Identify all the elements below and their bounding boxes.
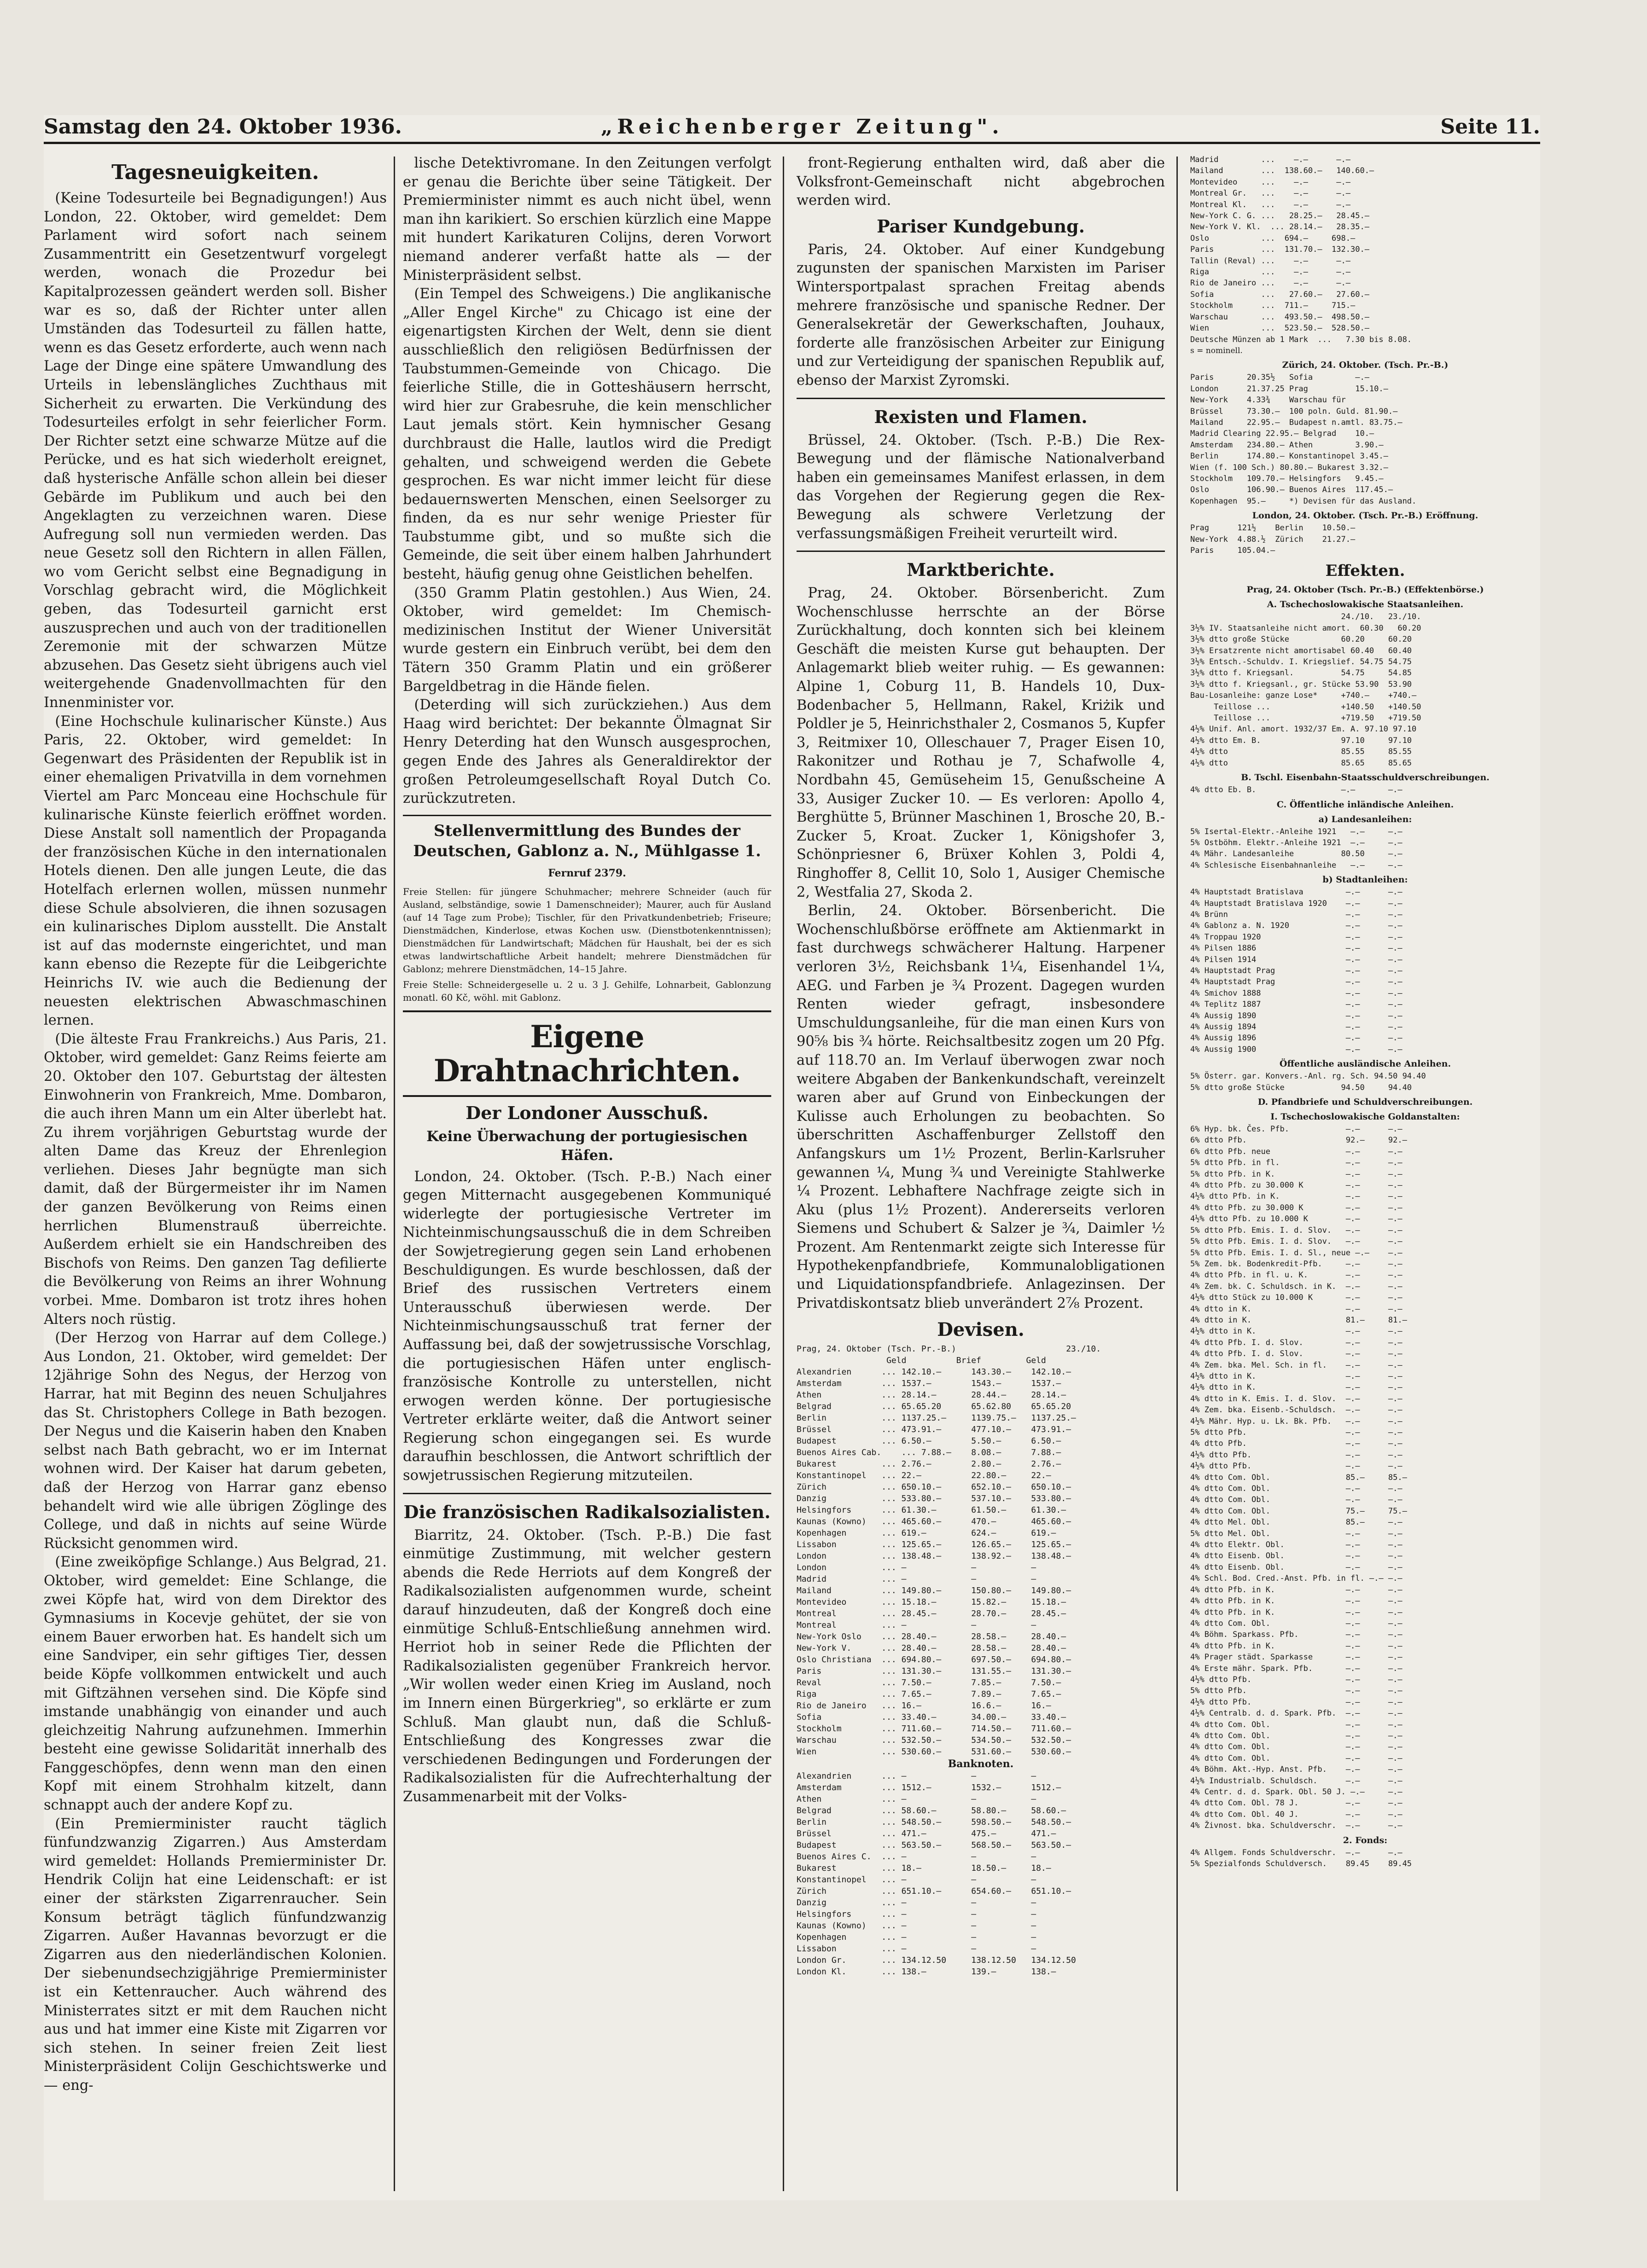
table-row: Amsterdam ... 1537.— 1543.— 1537.— [797, 1379, 1061, 1389]
table-row: 5% Zem. bk. Bodenkredit-Pfb. —.— —.— [1190, 1259, 1403, 1269]
table-row: 4½% dtto Pfb. —.— —.— [1190, 1462, 1403, 1471]
table-row: 4% Schlesische Eisenbahnanleihe —.— —.— [1190, 860, 1403, 870]
table-row: Paris 20.35½ Sofia —.— [1190, 373, 1369, 383]
table-row: London ... 138.48.— 138.92.— 138.48.— [797, 1551, 1071, 1561]
table-row: 4% Böhm. Sparkass. Pfb. —.— —.— [1190, 1630, 1403, 1640]
table-section-title: Banknoten. [948, 1758, 1014, 1770]
table-row: 5% dtto Mel. Obl. —.— —.— [1190, 1529, 1403, 1538]
table-row: 4% Zem. bk. C. Schuldsch. in K. —.— —.— [1190, 1282, 1403, 1291]
table-row: 4% Zem. bka. Mel. Sch. in fl. —.— —.— [1190, 1360, 1403, 1370]
column-rule [1176, 157, 1178, 2191]
table-row: Stockholm ... 711.— 715.— [1190, 301, 1356, 311]
article-paragraph: London, 24. Oktober. (Tsch. P.-B.) Nach einer gegen Mitternacht ausgegebenen Kommuniqué widerlegte der portugiesische Vertreter im Nichteinmischungsausschuß die in dem Schreiben der Sowjetregierung gegen sein Land erhobenen Beschuldigungen. Es wurde beschlossen, daß der Brief des russischen Vertreters einem Unterausschuß überwiesen werde. Der Nichteinmischungsausschuß trat ferner der Auffassung bei, daß der sowjetrussische Vorschlag, die portugiesischen Häfen unter englisch-französische Kontrolle zu unterstellen, nicht erwogen werden könne. Der portugiesische Vertreter erklärte weiter, daß die Antwort seiner Regierung schon eingegangen sei. Es wurde daraufhin beschlossen, die Antwort schriftlich der sowjetrussischen Regierung mitzuteilen. [403, 1168, 771, 1484]
table-row: Lissabon ... 125.65.— 126.65.— 125.65.— [797, 1540, 1071, 1550]
table-row: 4% dtto Com. Obl. —.— —.— [1190, 1742, 1403, 1752]
table-row: 4½% dtto Pfb. —.— —.— [1190, 1675, 1403, 1684]
article-paragraph: Paris, 24. Oktober. Auf einer Kundgebung zugunsten der spanischen Marxisten im Pariser Wintersportpalast sprachen Freitag abends mehrere französische und spanische Redner. Der Generalsekretär der Gewerkschaften, Jouhaux, forderte alle französischen Arbeiter zur Einigung und zur Verteidigung der spanischen Republik auf, ebenso der Marxist Zyromski. [797, 241, 1165, 389]
table-subtitle: Prag, 24. Oktober (Tsch. Pr.-B.) (Effektenbörse.) [1246, 585, 1484, 595]
table-row: Helsingfors ... — — — [797, 1909, 1036, 1920]
table-row: 5% dtto große Stücke 94.50 94.40 [1190, 1083, 1412, 1092]
table-row: Danzig ... — — — [797, 1898, 1036, 1908]
table-row: 4½% Centralb. d. d. Spark. Pfb. —.— —.— [1190, 1709, 1403, 1718]
table-row: Montreal Gr. ... —.— —.— [1190, 189, 1350, 198]
table-row: 5% dtto Pfb. in fl. —.— —.— [1190, 1158, 1403, 1168]
table-row: Paris 105.04.— [1190, 546, 1275, 555]
table-row: 4% Pilsen 1914 —.— —.— [1190, 955, 1403, 964]
table-row: 3½% IV. Staatsanleihe nicht amort. 60.30 60.20 [1190, 623, 1421, 633]
table-row: 4% Centr. d. d. Spark. Obl. 50 J. —.— —.— [1190, 1787, 1403, 1797]
table-row: 4% Živnost. bka. Schuldverschr. —.— —.— [1190, 1821, 1403, 1831]
table-row: 5% Spezialfonds Schuldversch. 89.45 89.45 [1190, 1859, 1412, 1869]
table-row: Montreal Kl. ... —.— —.— [1190, 200, 1350, 209]
table-row: 4% dtto in K. —.— —.— [1190, 1304, 1403, 1314]
table-body [1190, 372, 1540, 507]
table-row: Oslo 106.90.— Buenos Aires 117.45.— [1190, 485, 1393, 495]
table-row: 4% Aussig 1896 —.— —.— [1190, 1033, 1403, 1043]
ad-phone: Fernruf 2379. [548, 867, 626, 879]
article-paragraph: (Der Herzog von Harrar auf dem College.) Aus London, 21. Oktober, wird gemeldet: Der 12jährige Sohn des Negus, der Herzog von Harrar, hat mit Beginn des neuen Schuljahres das St. Christophers College in Bath bezogen. Der Negus und die Kaiserin haben den Knaben selbst nach Bath gebracht, wo er im Internat wohnen wird. Der Kaiser hat darum gebeten, daß der Herzog von Harrar ganz ebenso behandelt wird wie alle übrigen Zöglinge des College, und daß in nichts auf seine Würde Rücksicht genommen wird. [44, 1330, 387, 1552]
table-row: Athen ... 28.14.— 28.44.— 28.14.— [797, 1390, 1066, 1400]
ad-title: Stellenvermittlung des Bundes der Deutschen, Gablonz a. N., Mühlgasse 1. [403, 815, 771, 861]
table-body [1190, 522, 1540, 556]
table-row: Lissabon ... — — — [797, 1944, 1036, 1954]
table-row: Zürich ... 650.10.— 652.10.— 650.10.— [797, 1482, 1071, 1492]
table-row: 4½% dtto in K. —.— —.— [1190, 1327, 1403, 1336]
table-row: 3½% Entsch.-Schuldv. I. Kriegslief. 54.75 54.75 [1190, 657, 1412, 667]
table-section-title: D. Pfandbriefe und Schuldverschreibungen. [1257, 1097, 1473, 1108]
article-paragraph: lische Detektivromane. In den Zeitungen verfolgt er genau die Berichte über seine Tätigkeit. Der Premierminister nimmt es auch nicht übel, wenn man ihn karikiert. So erschien kürzlich eine Mappe mit hundert Karikaturen Colijns, deren Vorwort niemand anderer verfaßt hatte als — der Ministerpräsident selbst. [403, 155, 771, 284]
table-row: New-York 4.88.½ Zürich 21.27.— [1190, 534, 1356, 544]
table-row: London Gr. ... 134.12.50 138.12.50 134.12.50 [797, 1955, 1076, 1966]
table-row: 3½% dtto f. Kriegsanl. 54.75 54.85 [1190, 668, 1412, 678]
table-row: 4% dtto Com. Obl. —.— —.— [1190, 1484, 1403, 1494]
table-row: Berlin 174.80.— Konstantinopel 3.45.— [1190, 452, 1388, 461]
table-row: 4½% dtto 85.65 85.65 [1190, 758, 1412, 768]
article-paragraph: Berlin, 24. Oktober. Börsenbericht. Die Wochenschlußbörse eröffnete am Aktienmarkt in fast durchwegs schwächerer Haltung. Harpener verloren 3½, Reichsbank 1¼, Eisenhandel 1¼, AEG. und Farben je ¾ Prozent. Dagegen wurden Renten wieder gefragt, insbesondere Umschuldungsanleihe, für die man einen Kurs von 90⅝ bis ¾ hörte. Reichsaltbesitz zogen um 20 Pfg. auf 118.70 an. Im Verlauf überwogen zwar noch weitere Abgaben der Bankenkundschaft, vereinzelt waren aber auf Grund von Einbeckungen der Kulisse auch Erholungen zu beobachten. So überschritten Aschaffenburger Zellstoff den Anfangskurs um 1½ Prozent, Berlin-Karlsruher gewannen ¼, Mung ¾ und Vereinigte Stahlwerke ¼ Prozent. Lebhaftere Nachfrage zeigte sich in Aku (plus 1½ Prozent). Andererseits verloren Siemens und Schubert & Salzer je ¾, Daimler ½ Prozent. Am Rentenmarkt zeigte sich Interesse für Hypothekenpfandbriefe, Kommunalobligationen und Liquidationspfandbriefe. Anlagezinsen. Der Privatdiskontsatz blieb unverändert 2⅞ Prozent. [797, 903, 1165, 1311]
table-title: Devisen. [937, 1319, 1024, 1341]
table-row: Wien ... 530.60.— 531.60.— 530.60.— [797, 1747, 1071, 1757]
article-paragraph: (Die älteste Frau Frankreichs.) Aus Paris, 21. Oktober, wird gemeldet: Ganz Reims feierte am 20. Oktober den 107. Geburtstag der ältesten Einwohnerin von Frankreich, Mme. Dombaron, die auch ihren Mann um ein Alter überlebt hat. Zu ihrem vorjährigen Geburtstag wurde der alten Dame das Kreuz der Ehrenlegion verliehen. Dieses Jahr begnügte man sich damit, daß der Bürgermeister ihr im Namen der ganzen Bevölkerung von Reims einen herrlichen Blumenstrauß überreichte. Außerdem erhielt sie ein Handschreiben des Bischofs von Reims. Den ganzen Tag defilierte die Bevölkerung von Reims an ihrer Wohnung vorbei. Mme. Dombaron ist trotz ihres hohen Alters noch rüstig. [44, 1031, 387, 1328]
table-row: Belgrad ... 65.65.20 65.62.80 65.65.20 [797, 1402, 1071, 1412]
table-row: 4% Zem. bka. Eisenb.-Schuldsch. —.— —.— [1190, 1405, 1403, 1415]
table-row: 4% dtto Pfb. —.— —.— [1190, 1439, 1403, 1449]
table-row: Helsingfors ... 61.30.— 61.50.— 61.30.— [797, 1505, 1066, 1515]
article-paragraph: Brüssel, 24. Oktober. (Tsch. P.-B.) Die Rex-Bewegung und der flämische Nationalverband haben ein gemeinsames Manifest erlassen, in dem das Vorgehen der Regierung gegen die Rex-Bewegung als schwere Verletzung der verfassungsmäßigen Freiheit verurteilt wird. [797, 432, 1165, 542]
table-row: 6% Hyp. bk. Čes. Pfb. —.— —.— [1190, 1125, 1403, 1134]
table-row: 4½% dtto in K. —.— —.— [1190, 1371, 1403, 1381]
article-paragraph: (Eine Hochschule kulinarischer Künste.) Aus Paris, 22. Oktober, wird gemeldet: In Gegenwart des Präsidenten der Republik ist in einer ehemaligen Privatvilla in dem vornehmen Viertel am Parc Monceau eine Hochschule für kulinarische Künste feierlich eröffnet worden. Diese Anstalt soll namentlich der Propaganda der französischen Küche in den internationalen Hotels dienen. Den alle jungen Leute, die das Hotelfach erlernen wollen, müssen nunmehr diese Schule absolvieren, die ihnen sozusagen ein kulinarisches Diplom ausstellt. Die Anstalt ist auf das modernste eingerichtet, und man kann ebenso die Rezepte für die Leibgerichte Heinrichs IV. wie auch die Bedienung der neuesten elektrischen Abwaschmaschinen lernen. [44, 713, 387, 1029]
ad-text: Freie Stelle: Schneidergeselle u. 2 u. 3 J. Gehilfe, Lohnarbeit, Gablonzung monatl. 60 Kč, wöhl. mit Gablonz. [403, 979, 771, 1003]
table-section-title: Zürich, 24. Oktober. (Tsch. Pr.-B.) [1282, 360, 1449, 371]
table-row: 4% dtto Pfb. I. d. Slov. —.— —.— [1190, 1349, 1403, 1359]
article-paragraph: (Deterding will sich zurückziehen.) Aus dem Haag wird berichtet: Der bekannte Ölmagnat Sir Henry Deterding hat den Wunsch ausgesprochen, gegen Ende des Jahres als Generaldirektor der großen Petroleumgesellschaft Royal Dutch Co. zurückzutreten. [403, 697, 771, 807]
table-row: 24./10. 23./10. [1190, 612, 1421, 622]
table-row: 4% Aussig 1890 —.— —.— [1190, 1011, 1403, 1021]
table-body [1190, 826, 1540, 871]
table-row: Amsterdam 234.80.— Athen 3.90.— [1190, 440, 1384, 450]
table-row: 4½% dtto Stück zu 10.000 K —.— —.— [1190, 1293, 1403, 1303]
table-row: Wien ... 523.50.— 528.50.— [1190, 324, 1369, 333]
table-row: Montevideo ... —.— —.— [1190, 177, 1350, 187]
table-row: Paris ... 131.70.— 132.30.— [1190, 245, 1369, 255]
table-row: 4½% Unif. Anl. amort. 1932/37 Em. A. 97.10 97.10 [1190, 725, 1417, 734]
table-column-headers: Geld Brief Geld [797, 1356, 1046, 1366]
article-headline: Rexisten und Flamen. [874, 406, 1088, 427]
table-section-title: B. Tschl. Eisenbahn-Staatsschuldverschreibungen. [1241, 772, 1490, 783]
table-row: 4% dtto Pfb. zu 30.000 K —.— —.— [1190, 1203, 1403, 1212]
table-row: London 21.37.25 Prag 15.10.— [1190, 384, 1388, 394]
table-row: Riga ... 7.65.— 7.89.— 7.65.— [797, 1689, 1061, 1700]
table-row: Berlin ... 1137.25.— 1139.75.— 1137.25.— [797, 1413, 1076, 1423]
table-row: 4½% dtto Pfb. in K. —.— —.— [1190, 1192, 1403, 1201]
table-row: 4% dtto Com. Obl. 40 J. —.— —.— [1190, 1810, 1403, 1819]
table-row: 4% Teplitz 1887 —.— —.— [1190, 1000, 1403, 1009]
page-header [44, 115, 1540, 144]
table-row: 4% dtto Com. Obl. —.— —.— [1190, 1720, 1403, 1729]
table-body [797, 1366, 1165, 1758]
table-row: Reval ... 7.50.— 7.85.— 7.50.— [797, 1678, 1061, 1688]
table-row: Sofia ... 27.60.— 27.60.— [1190, 290, 1369, 299]
section-title-securities: Effekten. [1325, 562, 1405, 580]
table-row: Brüssel 73.30.— 100 poln. Guld. 81.90.— [1190, 406, 1398, 416]
table-row: 4% Aussig 1900 —.— —.— [1190, 1044, 1403, 1054]
table-row: Alexandrien ... 142.10.— 143.30.— 142.10.— [797, 1367, 1071, 1377]
table-row: 4% dtto Pfb. in fl. u. K. —.— —.— [1190, 1270, 1403, 1280]
newspaper-page [44, 115, 1540, 2200]
table-row: 4% Gablonz a. N. 1920 —.— —.— [1190, 921, 1403, 931]
table-row: 4% dtto Pfb. in K. —.— —.— [1190, 1641, 1403, 1651]
table-row: 4% dtto Pfb. zu 30.000 K —.— —.— [1190, 1181, 1403, 1190]
table-row: 4% Pilsen 1886 —.— —.— [1190, 944, 1403, 953]
table-row: London Kl. ... 138.— 139.— 138.— [797, 1967, 1056, 1977]
table-row: 4½% dtto in K. —.— —.— [1190, 1383, 1403, 1392]
table-row: 4% Hauptstadt Prag —.— —.— [1190, 977, 1403, 987]
table-row: 3½% dtto große Stücke 60.20 60.20 [1190, 635, 1412, 644]
table-row: Bukarest ... 2.76.— 2.80.— 2.76.— [797, 1459, 1061, 1469]
article-paragraph: (Eine zweiköpfige Schlange.) Aus Belgrad, 21. Oktober, wird gemeldet: Eine Schlange, die zwei Köpfe hat, wird von dem Direktor des Gymnasiums in Kocevje gehütet, der sie von einem Bauer erworben hat. Es handelt sich um eine Sandviper, ein sehr giftiges Tier, dessen beide Köpfe vollkommen entwickelt und auch mit Giftzähnen versehen sind. Die Köpfe sind imstande unabhängig von einander und auch gleichzeitig Nahrung aufzunehmen. Immerhin besteht eine gewisse Solidarität innerhalb des Fanggeschöpfes, denn wenn man den einen Kopf mit einem Strohhalm kitzelt, dann schnappt auch der andere Kopf zu. [44, 1554, 387, 1814]
table-row: Paris ... 131.30.— 131.55.— 131.30.— [797, 1666, 1071, 1676]
table-row: 4% Troppau 1920 —.— —.— [1190, 932, 1403, 942]
table-row: Kaunas (Kowno) ... — — — [797, 1921, 1036, 1931]
table-row: Kopenhagen ... — — — [797, 1932, 1036, 1943]
table-row: 3½% dtto f. Kriegsanl., gr. Stücke 53.90 53.90 [1190, 679, 1412, 689]
table-row: Rio de Janeiro ... 16.— 16.6.— 16.— [797, 1701, 1051, 1711]
table-body [1190, 784, 1540, 795]
table-row: Madrid Clearing 22.95.— Belgrad 10.— [1190, 429, 1374, 439]
table-row: 4% dtto Com. Obl. 78 J. —.— —.— [1190, 1798, 1403, 1808]
table-section-title: C. Öffentliche inländische Anleihen. [1276, 799, 1454, 810]
divider [797, 551, 1165, 552]
table-row: Teillose ... +719.50 +719.50 [1190, 713, 1421, 723]
table-row: 4½% dtto Pfb. —.— —.— [1190, 1450, 1403, 1460]
table-row: 4% dtto Mel. Obl. 85.— —.— [1190, 1518, 1403, 1527]
table-row: 4½% dtto Pfb. zu 10.000 K —.— —.— [1190, 1214, 1403, 1224]
table-row: Budapest ... 6.50.— 5.50.— 6.50.— [797, 1436, 1061, 1446]
table-row: Teillose ... +140.50 +140.50 [1190, 702, 1421, 712]
table-row: Madrid ... —.— —.— [1190, 155, 1350, 164]
table-row: 4% Mähr. Landesanleihe 80.50 —.— [1190, 849, 1403, 859]
table-section-title: I. Tschechoslowakische Goldanstalten: [1270, 1112, 1460, 1122]
table-row: Danzig ... 533.80.— 537.10.— 533.80.— [797, 1494, 1071, 1504]
table-row: Konstantinopel ... — — — [797, 1875, 1036, 1885]
column-1 [44, 154, 387, 2193]
table-row: Amsterdam ... 1512.— 1532.— 1512.— [797, 1783, 1061, 1793]
table-row: 4% dtto Pfb. in K. —.— —.— [1190, 1596, 1403, 1606]
table-row: 3½% Ersatzrente nicht amortisabel 60.40 60.40 [1190, 646, 1412, 655]
table-row: 4% dtto Pfb. in K. —.— —.— [1190, 1585, 1403, 1595]
table-row: Bau-Losanleihe: ganze Lose* +740.— +740.— [1190, 691, 1417, 701]
header-masthead: „Reichenberger Zeitung". [601, 115, 1004, 139]
table-row: 4% Hauptstadt Prag —.— —.— [1190, 966, 1403, 975]
table-row: 4% Prager städt. Sparkasse —.— —.— [1190, 1653, 1403, 1662]
table-row: New-York 4.33¾ Warschau für [1190, 395, 1346, 405]
article-subheadline: Keine Überwachung der portugiesischen Häfen. [426, 1128, 748, 1164]
table-row: 4% Aussig 1894 —.— —.— [1190, 1022, 1403, 1032]
table-section-title: b) Stadtanleihen: [1322, 875, 1408, 885]
table-row: Stockholm ... 711.60.— 714.50.— 711.60.— [797, 1724, 1071, 1734]
table-row: 4% dtto Com. Obl. —.— —.— [1190, 1731, 1403, 1740]
table-row: 4% dtto Eisenb. Obl. —.— —.— [1190, 1551, 1403, 1561]
header-page-number: Seite 11. [1440, 115, 1540, 139]
table-body [1190, 1847, 1540, 1870]
table-row: Montreal ... — — — [797, 1620, 1036, 1630]
section-title: Tagesneuigkeiten. [111, 161, 319, 184]
table-section-title: Öffentliche ausländische Anleihen. [1279, 1059, 1451, 1069]
column-3 [797, 154, 1165, 2193]
table-row: 5% dtto Pfb. Emis. I. d. Slov. —.— —.— [1190, 1225, 1403, 1235]
table-row: 4% Allgem. Fonds Schuldverschr. —.— —.— [1190, 1848, 1403, 1857]
article-paragraph: (Keine Todesurteile bei Begnadigungen!) Aus London, 22. Oktober, wird gemeldet: Dem Parlament wird sofort nach seinem Zusammentritt ein Gesetzentwurf vorgelegt werden, wonach die Prozedur bei Kapitalprozessen geändert werden soll. Bisher war es so, daß der Richter unter allen Umständen das Todesurteil zu fällen hatte, wenn es das Gesetz erforderte, auch wenn nach Lage der Dinge eine spätere Umwandlung des Urteils in lebenslängliches Zuchthaus mit Sicherheit zu erwarten. Die Verkündung des Todesurteiles erfolgt in sehr feierlicher Form. Der Richter setzt eine schwarze Mütze auf die Perücke, und es hat sich wiederholt ereignet, daß hysterische Anfälle schon allein bei dieser Gebärde im Publikum und auch bei den Angeklagten zu verzeichnen waren. Diese Aufregung soll nun vermieden werden. Das neue Gesetz soll den Richtern in allen Fällen, wo vom Gericht selbst eine Begnadigung in Vorschlag gebracht wird, die Möglichkeit geben, das Todesurteil garnicht erst auszusprechen und auch von der traditionellen Zeremonie mit der schwarzen Mütze abzusehen. Das Gesetz sieht übrigens auch viel weitergehende Gnadenvollmachten für den Innenminister vor. [44, 190, 387, 711]
table-row: 4% dtto Com. Obl. —.— —.— [1190, 1618, 1403, 1628]
article-paragraph: Biarritz, 24. Oktober. (Tsch. P.-B.) Die fast einmütige Zustimmung, mit welcher gestern abends die Rede Herriots auf dem Kongreß der Radikalsozialisten aufgenommen wurde, scheint darauf hinzudeuten, daß der Kongreß doch eine einmütige Schluß-Entschließung annehmen wird. Herriot hob in seiner Rede die Pflichten der Radikalsozialisten gegenüber Frankreich hervor. „Wir wollen weder einen Krieg im Ausland, noch im Innern einen Bürgerkrieg", so erklärte er zum Schluß. Man glaubt nun, daß die Schluß-Entschließung des Kongresses zwar die verschiedenen Bedingungen und Forderungen der Radikalsozialisten für die Aufrechterhaltung der Zusammenarbeit mit der Volks- [403, 1527, 771, 1805]
table-row: 4% Hauptstadt Bratislava 1920 —.— —.— [1190, 899, 1403, 908]
table-row: 4% dtto Pfb. I. d. Slov. —.— —.— [1190, 1338, 1403, 1347]
table-row: 4% Böhm. Akt.-Hyp. Anst. Pfb. —.— —.— [1190, 1765, 1403, 1775]
article-paragraph: front-Regierung enthalten wird, daß aber die Volksfront-Gemeinschaft nicht abgebrochen werden wird. [797, 155, 1165, 209]
table-subtitle: Prag, 24. Oktober (Tsch. Pr.-B.) 23./10. [797, 1344, 1101, 1354]
table-row: 4% Schl. Bod. Cred.-Anst. Pfb. in fl. —.— —.— [1190, 1574, 1403, 1584]
table-row: 5% dtto Pfb. —.— —.— [1190, 1686, 1403, 1696]
table-row: 4% Smichov 1888 —.— —.— [1190, 988, 1403, 998]
table-row: Kopenhagen ... 619.— 624.— 619.— [797, 1528, 1056, 1538]
table-row: Brüssel ... 473.91.— 477.10.— 473.91.— [797, 1425, 1071, 1435]
article-paragraph: (350 Gramm Platin gestohlen.) Aus Wien, 24. Oktober, wird gemeldet: Im Chemisch-medizinischen Institut der Wiener Universität wurde gestern ein Einbruch verübt, bei dem den Tätern 350 Gramm Platin und ein größerer Bargeldbetrag in die Hände fielen. [403, 585, 771, 695]
section-title-wire-news: Eigene Drahtnachrichten. [403, 1010, 771, 1097]
table-row: 5% dtto Pfb. Emis. I. d. Slov. —.— —.— [1190, 1237, 1403, 1247]
table-row: Deutsche Münzen ab 1 Mark ... 7.30 bis 8.08. [1190, 335, 1412, 344]
table-row: Montreal ... 28.45.— 28.70.— 28.45.— [797, 1609, 1066, 1619]
table-row: 5% dtto Pfb. Emis. I. d. Sl., neue —.— —.— [1190, 1248, 1403, 1258]
table-row: 4½% dtto 85.55 85.55 [1190, 747, 1412, 757]
column-2 [403, 154, 771, 2193]
table-row: Montevideo ... 15.18.— 15.82.— 15.18.— [797, 1597, 1066, 1607]
table-row: 4% dtto Eisenb. Obl. —.— —.— [1190, 1562, 1403, 1572]
table-row: Oslo ... 694.— 698.— [1190, 233, 1356, 243]
table-row: Belgrad ... 58.60.— 58.80.— 58.60.— [797, 1806, 1066, 1816]
table-row: New-York V. ... 28.40.— 28.58.— 28.40.— [797, 1643, 1066, 1653]
table-row: Mailand ... 149.80.— 150.80.— 149.80.— [797, 1586, 1071, 1596]
table-row: Tallin (Reval) ... —.— —.— [1190, 256, 1350, 266]
table-row: Stockholm 109.70.— Helsingfors 9.45.— [1190, 474, 1384, 483]
table-row: 4% Hauptstadt Bratislava —.— —.— [1190, 887, 1403, 897]
table-row: 4% dtto in K. Emis. I. d. Slov. —.— —.— [1190, 1394, 1403, 1404]
table-row: 4% dtto Com. Obl. 85.— 85.— [1190, 1473, 1407, 1482]
table-body [1190, 1071, 1540, 1093]
table-row: 5% Ostböhm. Elektr.-Anleihe 1921 —.— —.— [1190, 838, 1403, 847]
table-row: Budapest ... 563.50.— 568.50.— 563.50.— [797, 1840, 1071, 1850]
table-row: London ... — — — [797, 1563, 1036, 1573]
table-row: 4% Brünn —.— —.— [1190, 910, 1403, 919]
table-row: Buenos Aires Cab. ... 7.88.— 8.08.— 7.88.— [797, 1448, 1061, 1458]
table-row: 4% dtto in K. 81.— 81.— [1190, 1315, 1407, 1325]
table-row: Kopenhagen 95.— *) Devisen für das Ausland. [1190, 496, 1417, 506]
ad-text: Freie Stellen: für jüngere Schuhmacher; mehrere Schneider (auch für Ausland, selbständige, sowie 1 Damenschneider); Maurer, auch für Ausland (auf 14 Tage zum Probe); Tischler, für den Privatkundenbetrieb; Friseure; Dienstmädchen, Kinderlose, etwas Kochen usw. (Dienstbotenkenntnissen); Dienstmädchen für Landwirtschaft; Mädchen für Haushalt, bei der es sich etwas landwirtschaftliche Arbeit handelt; mehrere Dienstmädchen für Gablonz; mehrere Dienstmädchen, 14–15 Jahre. [403, 886, 771, 975]
table-row: New-York V. Kl. ... 28.14.— 28.35.— [1190, 222, 1369, 232]
table-row: 4% dtto Com. Obl. —.— —.— [1190, 1753, 1403, 1763]
table-row: 5% dtto Pfb. in K. —.— —.— [1190, 1169, 1403, 1179]
table-note: s = nominell. [1190, 346, 1243, 355]
table-row: Warschau ... 493.50.— 498.50.— [1190, 312, 1369, 322]
table-row: 4% dtto Pfb. in K. —.— —.— [1190, 1607, 1403, 1617]
table-row: 4% dtto Elektr. Obl. —.— —.— [1190, 1540, 1403, 1550]
table-row: Oslo Christiana ... 694.80.— 697.50.— 694.80.— [797, 1655, 1071, 1665]
table-row: Prag 121½ Berlin 10.50.— [1190, 523, 1356, 533]
table-row: Mailand 22.95.— Budapest n.amtl. 83.75.— [1190, 418, 1403, 427]
table-row: Sofia ... 33.40.— 34.00.— 33.40.— [797, 1712, 1066, 1723]
table-row: Alexandrien ... — — — [797, 1771, 1036, 1781]
table-row: Rio de Janeiro ... —.— —.— [1190, 278, 1350, 288]
table-row: Bukarest ... 18.— 18.50.— 18.— [797, 1863, 1051, 1874]
column-rule [394, 157, 395, 2191]
table-row: New-York Oslo ... 28.40.— 28.58.— 28.40.— [797, 1632, 1066, 1642]
table-body [1190, 1124, 1540, 1832]
table-row: Athen ... — — — [797, 1794, 1036, 1804]
column-rule [783, 157, 784, 2191]
divider [403, 1493, 771, 1494]
column-4 [1190, 154, 1540, 2193]
table-row: Mailand ... 138.60.— 140.60.— [1190, 166, 1374, 176]
table-row: Zürich ... 651.10.— 654.60.— 651.10.— [797, 1886, 1071, 1897]
table-row: Buenos Aires C. ... — — — [797, 1852, 1036, 1862]
table-row: 4% dtto Com. Obl. —.— —.— [1190, 1495, 1403, 1505]
table-row: 4% Erste mähr. Spark. Pfb. —.— —.— [1190, 1664, 1403, 1673]
table-row: 4½% Industrialb. Schuldsch. —.— —.— [1190, 1776, 1403, 1786]
table-section-title: London, 24. Oktober. (Tsch. Pr.-B.) Eröffnung. [1252, 510, 1478, 521]
table-row: 4½% dtto Em. B. 97.10 97.10 [1190, 736, 1412, 745]
article-paragraph: Prag, 24. Oktober. Börsenbericht. Zum Wochenschlusse herrschte an der Börse Zurückhaltung, doch konnten sich bei kleinem Geschäft die meisten Kurse gut behaupten. Der Anlagemarkt blieb weiter ruhig. — Es gewannen: Alpine 1, Coburg 11, B. Handels 10, Dux-Bodenbacher 5, Hellmann, Rakel, Kriżik und Poldler je 5, Heinrichsthaler 2, Cosmanos 5, Kupfer 3, Reitmixer 10, Olleschauer 7, Prager Eisen 10, Rakonitzer und Rothau je 7, Schafwolle 4, Nordbahn 45, Gemüseheim 15, Genußscheine A 33, Ausiger Zucker 10. — Es verloren: Apollo 4, Berghütte 5, Brünner Maschinen 1, Brosche 20, B.-Zucker 5, Kroat. Zucker 1, Königshofer 3, Schönpriesner 6, Brüxer Kohlen 3, Poldi 4, Ringhoffer 8, Cellit 10, Solo 1, Ausiger Chemische 2, Westfalia 27, Skoda 2. [797, 585, 1165, 900]
section-title-markets: Marktberichte. [907, 559, 1055, 580]
table-row: Riga ... —.— —.— [1190, 267, 1350, 277]
table-row: Berlin ... 548.50.— 598.50.— 548.50.— [797, 1817, 1071, 1827]
article-headline: Pariser Kundgebung. [877, 215, 1085, 237]
table-row: Brüssel ... 471.— 475.— 471.— [797, 1829, 1056, 1839]
table-row: 4½% Mähr. Hyp. u. Lk. Bk. Pfb. —.— —.— [1190, 1416, 1403, 1426]
article-headline: Der Londoner Ausschuß. [466, 1102, 709, 1124]
table-section-title: 2. Fonds: [1343, 1835, 1388, 1845]
table-body [1190, 887, 1540, 1055]
divider [797, 398, 1165, 399]
table-row: Kaunas (Kowno) ... 465.60.— 470.— 465.60.— [797, 1517, 1071, 1527]
table-row: Konstantinopel ... 22.— 22.80.— 22.— [797, 1471, 1051, 1481]
table-row: 6% dtto Pfb. neue —.— —.— [1190, 1147, 1403, 1156]
table-row: 4% dtto Eb. B. —.— —.— [1190, 785, 1403, 795]
header-date: Samstag den 24. Oktober 1936. [44, 115, 402, 139]
table-row: 5% Österr. gar. Konvers.-Anl. rg. Sch. 94.50 94.40 [1190, 1072, 1426, 1081]
table-row: Warschau ... 532.50.— 534.50.— 532.50.— [797, 1735, 1071, 1746]
article-paragraph: (Ein Premierminister raucht täglich fünfundzwanzig Zigarren.) Aus Amsterdam wird gemeldet: Hollands Premierminister Dr. Hendrik Colijn hat eine Leidenschaft: er ist einer der stärksten Zigarrenraucher. Sein Konsum beträgt täglich fünfundzwanzig Zigarren. Außer Havannas bevorzugt er die Zigarren aus den niederländischen Kolonien. Der siebenundsechzigjährige Premierminister ist ein Kettenraucher. Auch während des Ministerrates sitzt er mit dem Rauchen nicht aus und hat immer eine Kiste mit Zigarren vor sich stehen. In seiner freien Zeit liest Ministerpräsident Colijn Geschichtswerke und — eng- [44, 1816, 387, 2094]
table-section-title: a) Landesanleihen: [1318, 814, 1412, 824]
table-row: Madrid ... — — — [797, 1574, 1036, 1584]
table-row: Wien (f. 100 Sch.) 80.80.— Bukarest 3.32.— [1190, 463, 1388, 472]
table-row: 5% Isertal-Elektr.-Anleihe 1921 —.— —.— [1190, 827, 1403, 836]
table-body [797, 1770, 1165, 1978]
table-row: 4½% dtto Pfb. —.— —.— [1190, 1697, 1403, 1707]
article-headline: Die französischen Radikalsozialisten. [403, 1501, 771, 1522]
article-paragraph: (Ein Tempel des Schweigens.) Die anglikanische „Aller Engel Kirche" zu Chicago ist eine der eigenartigsten Kirchen der Welt, denn sie dient ausschließlich den religiösen Bedürfnissen der Taubstummen-Gemeinde von Chicago. Die feierliche Stille, die in Gotteshäusern herrscht, wird hier zur Grabesruhe, die kein menschlicher Laut jemals stört. Kein hymnischer Gesang durchbraust die Halle, lautlos wird die Predigt gehalten, und schweigend werden die Gebete gesprochen. Es war nicht immer leicht für diese bedauernswerten Menschen, einen Seelsorger zu finden, da es nur sehr wenige Priester für Taubstumme gibt, und so mußte sich die Gemeinde, die seit über einem halben Jahrhundert besteht, häufig genug ohne Geistlichen behelfen. [403, 286, 771, 583]
table-row: New-York C. G. ... 28.25.— 28.45.— [1190, 211, 1369, 221]
table-row: 4% dtto Com. Obl. 75.— 75.— [1190, 1506, 1407, 1516]
table-section-title: A. Tschechoslowakische Staatsanleihen. [1267, 599, 1464, 610]
table-row: 6% dtto Pfb. 92.— 92.— [1190, 1136, 1407, 1145]
table-row: 5% dtto Pfb. —.— —.— [1190, 1428, 1403, 1437]
table-body [1190, 154, 1540, 345]
currency-table [797, 1318, 1165, 1978]
table-body [1190, 611, 1540, 769]
